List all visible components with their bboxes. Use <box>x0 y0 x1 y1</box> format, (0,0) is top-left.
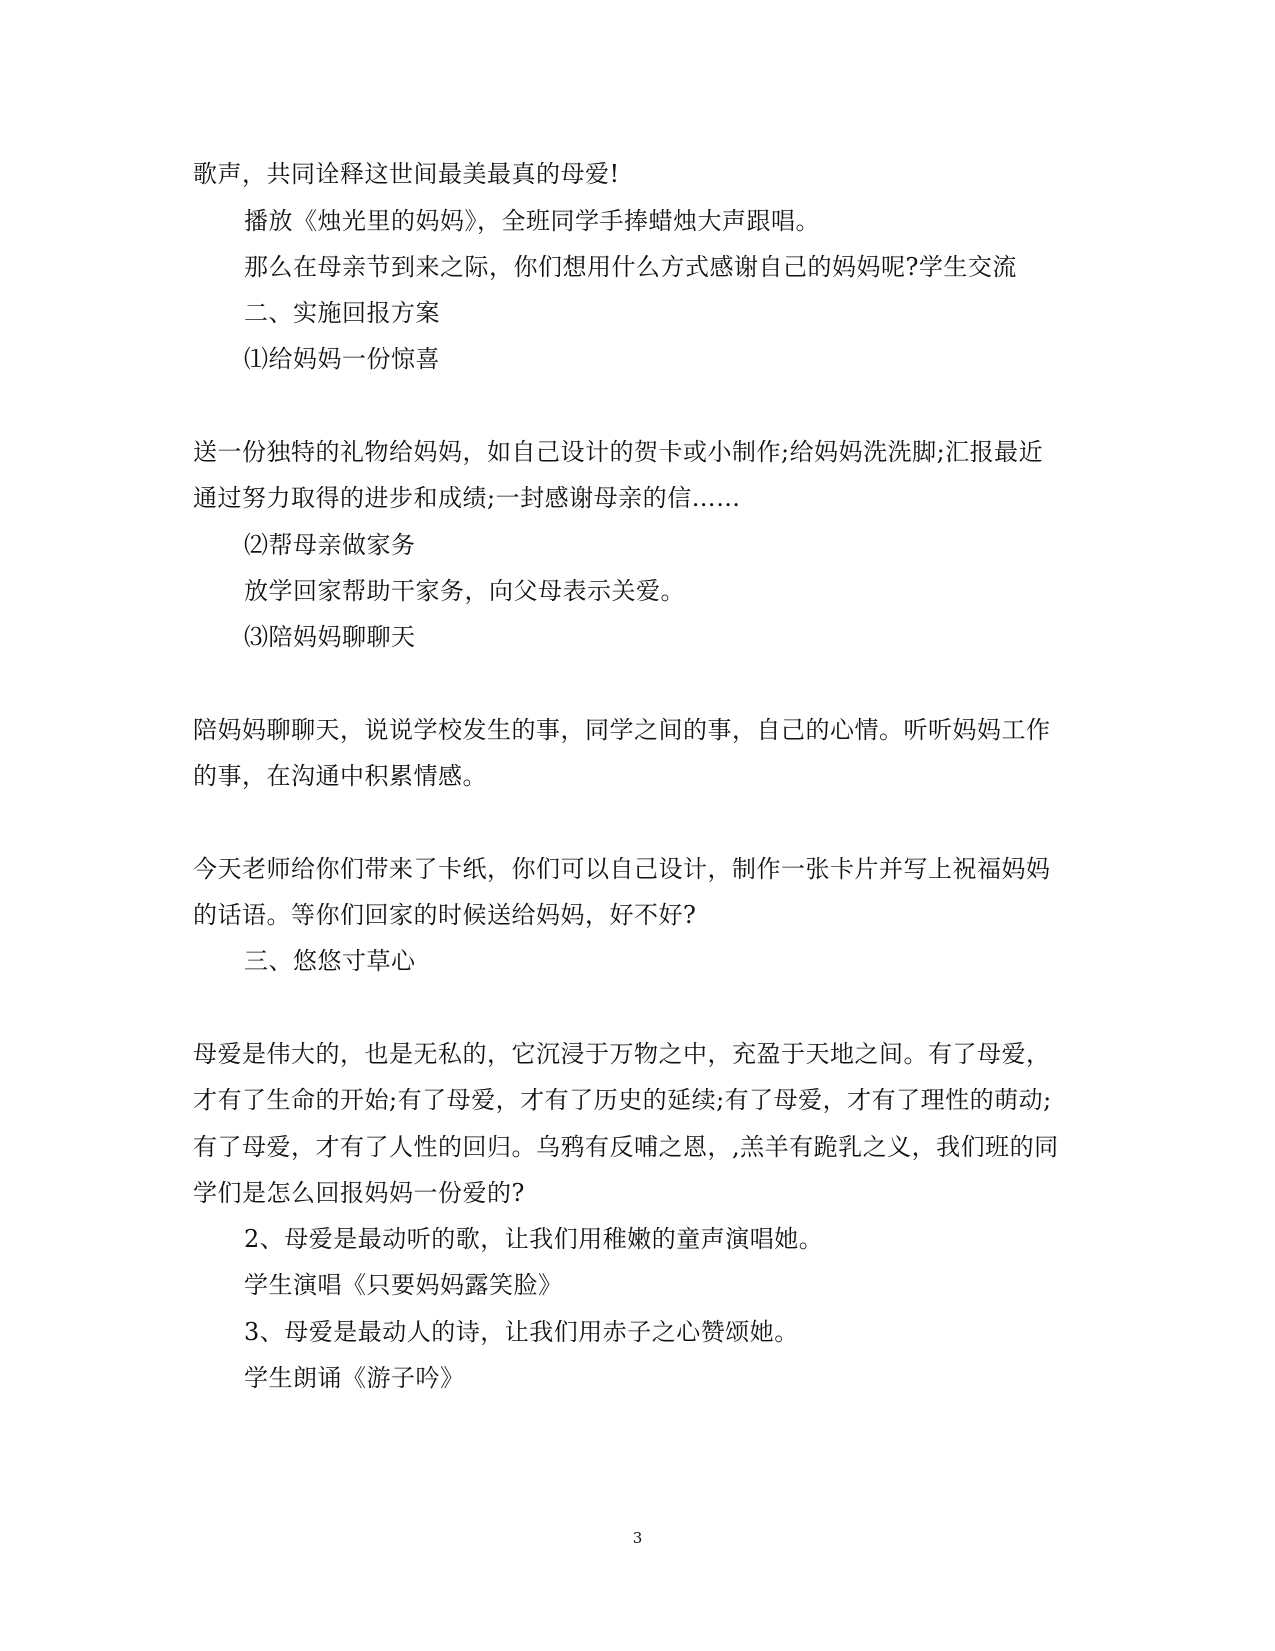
paragraph-line: 学生演唱《只要妈妈露笑脸》 <box>244 1271 563 1299</box>
paragraph-line: 那么在母亲节到来之际，你们想用什么方式感谢自己的妈妈呢?学生交流 <box>244 253 1017 281</box>
paragraph-line: 有了母爱，才有了人性的回归。乌鸦有反哺之恩，,羔羊有跪乳之义，我们班的同 <box>193 1133 1059 1161</box>
paragraph-line: 3、母爱是最动人的诗，让我们用赤子之心赞颂她。 <box>244 1318 799 1346</box>
paragraph-line: 陪妈妈聊聊天，说说学校发生的事，同学之间的事，自己的心情。听听妈妈工作 <box>193 716 1051 744</box>
paragraph-line: 歌声，共同诠释这世间最美最真的母爱! <box>193 160 620 188</box>
section-heading: 二、实施回报方案 <box>244 299 440 327</box>
paragraph-line: 母爱是伟大的，也是无私的，它沉浸于万物之中，充盈于天地之间。有了母爱， <box>193 1040 1051 1068</box>
paragraph-line: 通过努力取得的进步和成绩;一封感谢母亲的信…… <box>193 484 741 512</box>
paragraph-line: 今天老师给你们带来了卡纸，你们可以自己设计，制作一张卡片并写上祝福妈妈 <box>193 855 1051 883</box>
page-number: 3 <box>632 1529 643 1547</box>
paragraph-line: 的话语。等你们回家的时候送给妈妈，好不好? <box>193 901 697 929</box>
paragraph-line: 学生朗诵《游子吟》 <box>244 1364 465 1392</box>
paragraph-line: 播放《烛光里的妈妈》，全班同学手捧蜡烛大声跟唱。 <box>244 207 820 235</box>
subsection-heading: ⑶陪妈妈聊聊天 <box>244 623 416 651</box>
paragraph-line: 学们是怎么回报妈妈一份爱的? <box>193 1179 525 1207</box>
paragraph-line: 的事，在沟通中积累情感。 <box>193 762 487 790</box>
section-heading: 三、悠悠寸草心 <box>244 947 416 975</box>
subsection-heading: ⑴给妈妈一份惊喜 <box>244 345 440 373</box>
paragraph-line: 送一份独特的礼物给妈妈，如自己设计的贺卡或小制作;给妈妈洗洗脚;汇报最近 <box>193 438 1044 466</box>
paragraph-line: 放学回家帮助干家务，向父母表示关爱。 <box>244 577 685 605</box>
paragraph-line: 才有了生命的开始;有了母爱，才有了历史的延续;有了母爱，才有了理性的萌动; <box>193 1086 1052 1114</box>
subsection-heading: ⑵帮母亲做家务 <box>244 531 416 559</box>
paragraph-line: 2、母爱是最动听的歌，让我们用稚嫩的童声演唱她。 <box>244 1225 824 1253</box>
